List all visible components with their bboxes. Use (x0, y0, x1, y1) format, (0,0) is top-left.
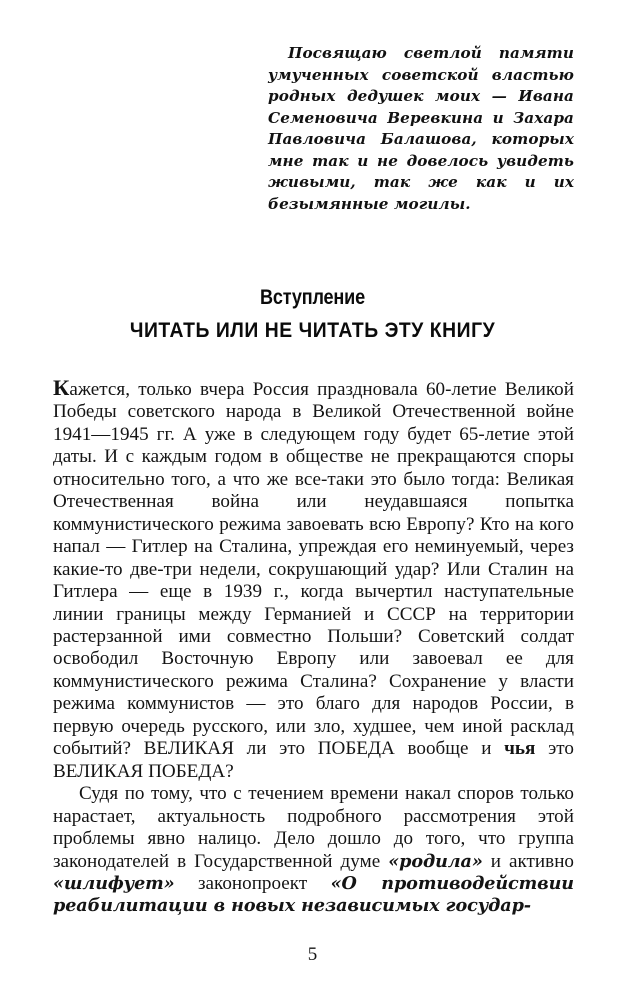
paragraph-2-run-3: законопроект (174, 872, 331, 894)
paragraph-2 (53, 783, 574, 918)
page-number: 5 (307, 944, 318, 965)
drop-cap-initial: К (53, 375, 70, 400)
paragraph-1 (53, 377, 574, 783)
paragraph-1-run-2: это ВЕЛИКАЯ ПОБЕДА? (53, 738, 574, 782)
chapter-heading-main: Вступление (260, 286, 365, 309)
body-text (53, 377, 574, 918)
paragraph-2-italic-law-title: «О противодействии реабилитации в новых независимых государ- (53, 872, 575, 917)
paragraph-1-emphasis-chya: чья (504, 738, 536, 760)
chapter-heading-subtitle: ЧИТАТЬ ИЛИ НЕ ЧИТАТЬ ЭТУ КНИГУ (129, 318, 496, 342)
paragraph-2-run-2: и активно (482, 850, 574, 872)
paragraph-2-run-1: Судя по тому, что с течением времени накал споров только нарастает, актуальность подробного рассмотрения этой проблемы явно налицо. Дело дошло до того, что группа законодателей в Государственной думе (53, 783, 574, 872)
paragraph-1-run-1: ажется, только вчера Россия праздновала 60-летие Великой Победы советского народа в Великой Отечественной войне 1941—1945 гг. А уже в следующем году будет 65-летие этой даты. И с каждым годом в обществе не прекращаются споры относительно того, а что же все-таки это было тогда: Великая Отечественная война или неудавшаяся попытка коммунистического режима завоевать всю Европу? Кто на кого напал — Гитлер на Сталина, упреждая его неминуемый, через какие-то две-три недели, сокрушающий удар? Или Сталин на Гитлера — еще в 1939 г., когда вычертил наступательные линии границы между Германией и СССР на территории растерзанной ими совместно Польши? Советский солдат освободил Восточную Европу или завоевал ее для коммунистического режима Сталина? Сохранение у власти режима коммунистов — это благо для народов России, в первую очередь русского, или зло, худшее, чем иной расклад событий? ВЕЛИКАЯ ли это ПОБЕДА вообще и (53, 379, 574, 760)
paragraph-2-italic-shlifuet: «шлифует» (53, 872, 175, 894)
dedication-block: Посвящаю светлой памяти умученных советской властью родных дедушек моих — Ивана Семеновича Веревкина и Захара Павловича Балашова, которых мне так и не довелось увидеть живыми, так же как и их безымянные могилы. (268, 44, 574, 213)
chapter-heading-group (0, 285, 625, 344)
paragraph-2-italic-rodila: «родила» (388, 850, 483, 872)
